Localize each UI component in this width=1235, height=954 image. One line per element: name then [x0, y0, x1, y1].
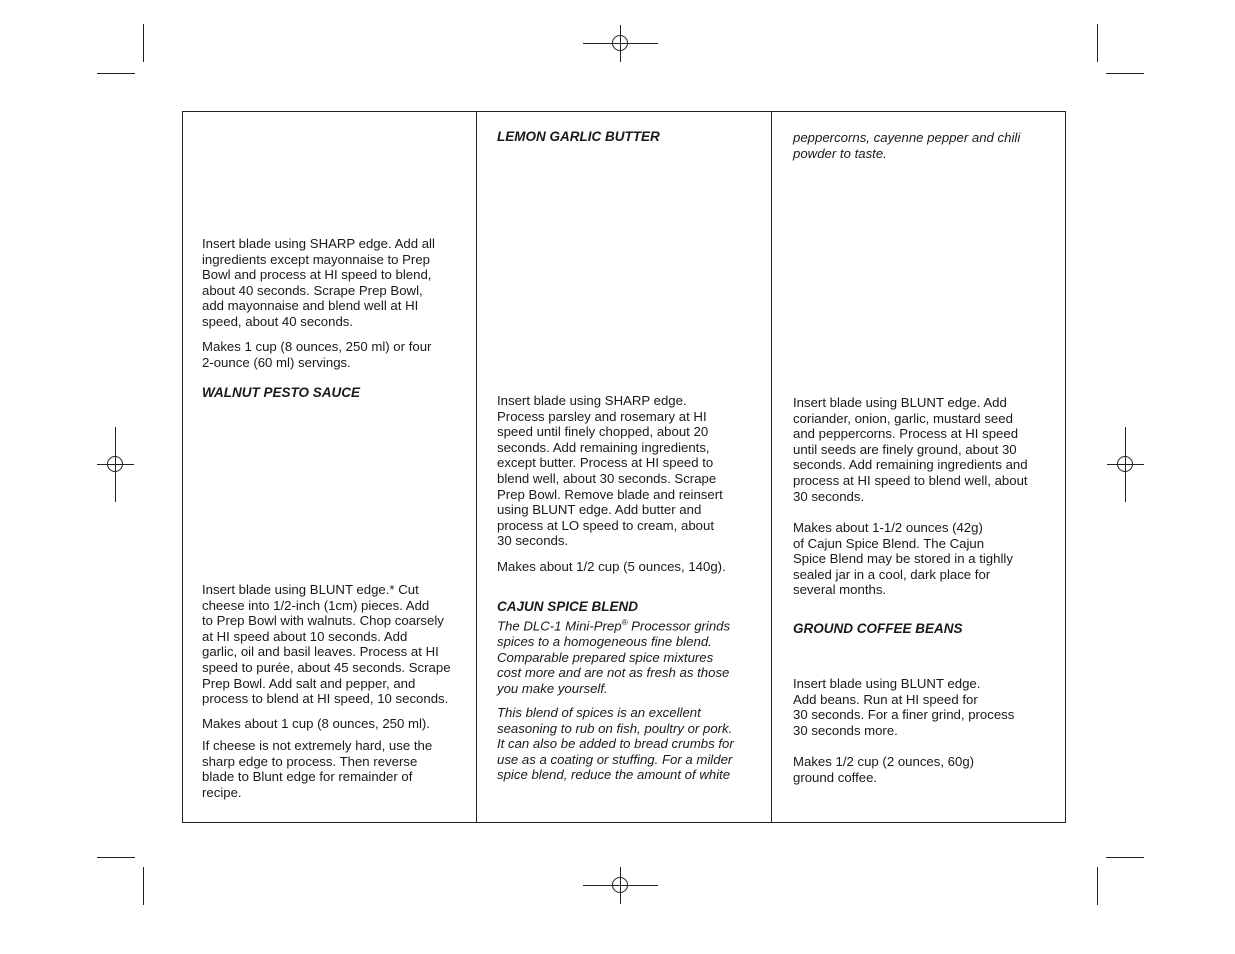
walnut-note: If cheese is not extremely hard, use the sharp edge to process. Then reverse blade to Blunt edge for remainder of recipe.	[202, 738, 433, 800]
column-right	[772, 112, 1065, 822]
registered-mark: ®	[621, 618, 628, 627]
registration-circle	[612, 35, 628, 51]
cajun-intro	[497, 615, 730, 696]
lemon-directions: Insert blade using SHARP edge. Process parsley and rosemary at HI speed until finely chopped, about 20 seconds. Add remaining ingredients, except butter. Process at HI speed to blend well, about 30 seconds. Scrape Prep Bowl. Remove blade and reinsert using BLUNT edge. Add butter and process at LO speed to cream, about 30 seconds.	[497, 393, 723, 549]
column-middle	[477, 112, 772, 822]
lemon-yield: Makes about 1/2 cup (5 ounces, 140g).	[497, 559, 726, 574]
walnut-pesto-heading: WALNUT PESTO SAUCE	[202, 385, 361, 400]
cajun-spice-heading: CAJUN SPICE BLEND	[497, 599, 639, 614]
walnut-yield: Makes about 1 cup (8 ounces, 250 ml).	[202, 716, 430, 731]
cajun-note-continued: peppercorns, cayenne pepper and chili powder to taste.	[793, 130, 1021, 161]
crop-mark	[1097, 24, 1098, 62]
ground-coffee-heading: GROUND COFFEE BEANS	[793, 621, 963, 636]
crop-mark	[1106, 73, 1144, 74]
coffee-directions: Insert blade using BLUNT edge. Add beans. Run at HI speed for 30 seconds. For a finer grind, process 30 seconds more.	[793, 676, 1015, 738]
walnut-directions: Insert blade using BLUNT edge.* Cut cheese into 1/2-inch (1cm) pieces. Add to Prep Bowl with walnuts. Chop coarsely at HI speed about 10 seconds. Add garlic, oil and basil leaves. Process at HI speed to purée, about 45 seconds. Scrape Prep Bowl. Add salt and pepper, and process to blend at HI speed, 10 seconds.	[202, 582, 451, 707]
crop-mark	[97, 73, 135, 74]
registration-circle	[107, 456, 123, 472]
pesto-yield: Makes 1 cup (8 ounces, 250 ml) or four 2-ounce (60 ml) servings.	[202, 339, 432, 370]
column-left	[183, 112, 477, 822]
registration-circle	[612, 877, 628, 893]
recipe-page	[182, 111, 1066, 823]
crop-mark	[1097, 867, 1098, 905]
coffee-yield: Makes 1/2 cup (2 ounces, 60g) ground coffee.	[793, 754, 975, 785]
crop-mark	[1106, 857, 1144, 858]
crop-mark	[143, 24, 144, 62]
cajun-intro-text: The DLC-1 Mini-Prep	[497, 618, 622, 634]
cajun-yield: Makes about 1-1/2 ounces (42g) of Cajun Spice Blend. The Cajun Spice Blend may be stored in a tighlly sealed jar in a cool, dark place for several months.	[793, 520, 1013, 598]
cajun-note: This blend of spices is an excellent seasoning to rub on fish, poultry or pork. It can also be added to bread crumbs for use as a coating or stuffing. For a milder spice blend, reduce the amount of white	[497, 705, 734, 783]
cajun-intro-text-cont: Processor grinds spices to a homogeneous fine blend. Comparable prepared spice mixtures cost more and are not as fresh as those you make yourself.	[497, 618, 731, 696]
cajun-directions: Insert blade using BLUNT edge. Add coriander, onion, garlic, mustard seed and peppercorns. Process at HI speed until seeds are finely ground, about 30 seconds. Add remaining ingredients and process at HI speed to blend well, about 30 seconds.	[793, 395, 1028, 504]
crop-mark	[143, 867, 144, 905]
lemon-garlic-heading: LEMON GARLIC BUTTER	[497, 129, 660, 144]
registration-circle	[1117, 456, 1133, 472]
crop-mark	[97, 857, 135, 858]
pesto-directions: Insert blade using SHARP edge. Add all ingredients except mayonnaise to Prep Bowl and process at HI speed to blend, about 40 seconds. Scrape Prep Bowl, add mayonnaise and blend well at HI speed, about 40 seconds.	[202, 236, 435, 329]
